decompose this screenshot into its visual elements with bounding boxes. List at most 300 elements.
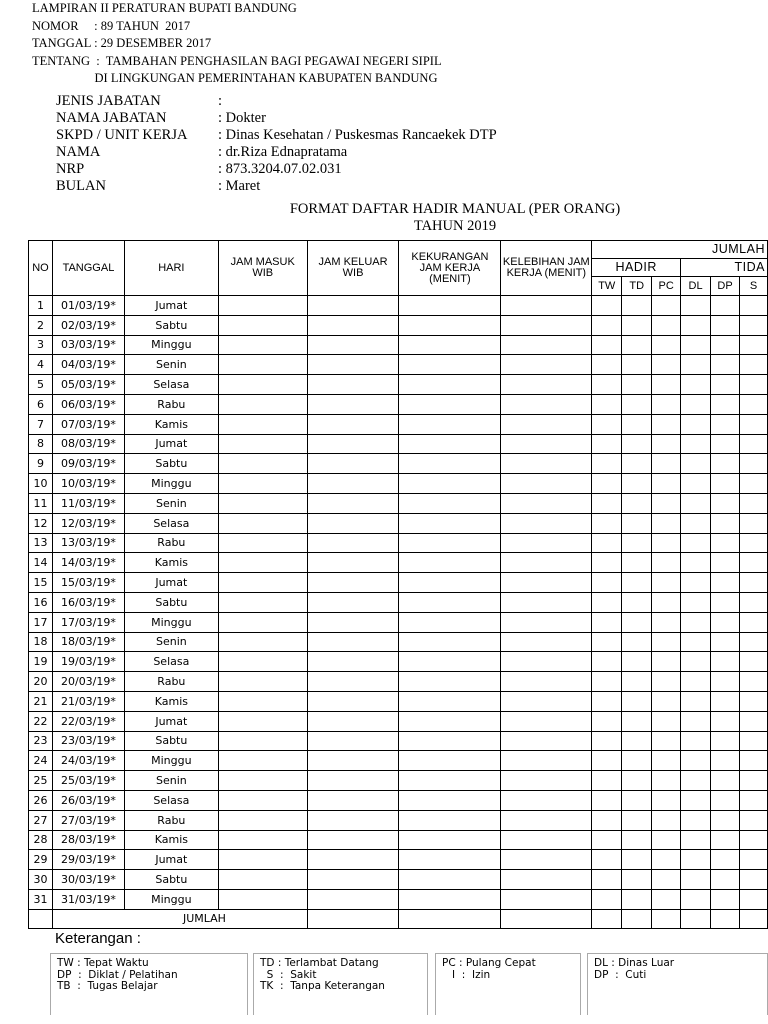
empty-cell[interactable] (681, 355, 711, 375)
empty-cell[interactable] (592, 355, 622, 375)
empty-cell[interactable] (652, 315, 681, 335)
empty-cell[interactable] (307, 296, 399, 316)
empty-cell[interactable] (652, 711, 681, 731)
empty-cell[interactable] (652, 414, 681, 434)
empty-cell[interactable] (218, 553, 307, 573)
empty-cell[interactable] (592, 394, 622, 414)
empty-cell[interactable] (501, 493, 592, 513)
empty-cell[interactable] (307, 731, 399, 751)
empty-cell[interactable] (399, 493, 501, 513)
empty-cell[interactable] (622, 672, 652, 692)
empty-cell[interactable] (681, 652, 711, 672)
empty-cell[interactable] (681, 751, 711, 771)
empty-cell[interactable] (711, 592, 740, 612)
empty-cell[interactable] (399, 652, 501, 672)
empty-cell[interactable] (740, 889, 768, 909)
empty-cell[interactable] (307, 830, 399, 850)
empty-cell[interactable] (218, 375, 307, 395)
empty-cell[interactable] (592, 691, 622, 711)
empty-cell[interactable] (652, 612, 681, 632)
empty-cell[interactable] (711, 711, 740, 731)
empty-cell[interactable] (501, 315, 592, 335)
empty-cell[interactable] (711, 632, 740, 652)
empty-cell[interactable] (740, 652, 768, 672)
empty-cell[interactable] (307, 889, 399, 909)
empty-cell[interactable] (622, 790, 652, 810)
empty-cell[interactable] (681, 771, 711, 791)
empty-cell[interactable] (399, 592, 501, 612)
empty-cell[interactable] (652, 513, 681, 533)
empty-cell[interactable] (622, 731, 652, 751)
empty-cell[interactable] (307, 454, 399, 474)
empty-cell[interactable] (740, 474, 768, 494)
empty-cell[interactable] (218, 414, 307, 434)
empty-cell[interactable] (218, 612, 307, 632)
empty-cell[interactable] (592, 533, 622, 553)
empty-cell[interactable] (711, 850, 740, 870)
empty-cell[interactable] (307, 375, 399, 395)
empty-cell[interactable] (218, 474, 307, 494)
empty-cell[interactable] (622, 434, 652, 454)
empty-cell[interactable] (740, 830, 768, 850)
empty-cell[interactable] (740, 335, 768, 355)
empty-cell[interactable] (740, 691, 768, 711)
empty-cell[interactable] (307, 414, 399, 434)
empty-cell[interactable] (501, 474, 592, 494)
jumlah-cell[interactable] (622, 909, 652, 928)
jumlah-cell[interactable] (592, 909, 622, 928)
empty-cell[interactable] (711, 375, 740, 395)
empty-cell[interactable] (652, 771, 681, 791)
empty-cell[interactable] (681, 335, 711, 355)
empty-cell[interactable] (622, 592, 652, 612)
empty-cell[interactable] (218, 315, 307, 335)
empty-cell[interactable] (501, 454, 592, 474)
empty-cell[interactable] (501, 513, 592, 533)
jumlah-cell[interactable] (652, 909, 681, 928)
empty-cell[interactable] (681, 454, 711, 474)
empty-cell[interactable] (681, 850, 711, 870)
empty-cell[interactable] (592, 434, 622, 454)
empty-cell[interactable] (592, 296, 622, 316)
empty-cell[interactable] (399, 454, 501, 474)
empty-cell[interactable] (218, 592, 307, 612)
empty-cell[interactable] (399, 810, 501, 830)
empty-cell[interactable] (740, 711, 768, 731)
empty-cell[interactable] (592, 335, 622, 355)
empty-cell[interactable] (592, 592, 622, 612)
empty-cell[interactable] (711, 513, 740, 533)
empty-cell[interactable] (622, 454, 652, 474)
empty-cell[interactable] (652, 394, 681, 414)
empty-cell[interactable] (622, 612, 652, 632)
empty-cell[interactable] (652, 889, 681, 909)
empty-cell[interactable] (399, 691, 501, 711)
empty-cell[interactable] (652, 652, 681, 672)
jumlah-cell[interactable] (681, 909, 711, 928)
empty-cell[interactable] (681, 691, 711, 711)
empty-cell[interactable] (592, 870, 622, 890)
empty-cell[interactable] (740, 296, 768, 316)
empty-cell[interactable] (307, 513, 399, 533)
empty-cell[interactable] (218, 335, 307, 355)
empty-cell[interactable] (399, 612, 501, 632)
empty-cell[interactable] (652, 573, 681, 593)
empty-cell[interactable] (501, 612, 592, 632)
empty-cell[interactable] (592, 790, 622, 810)
empty-cell[interactable] (592, 731, 622, 751)
empty-cell[interactable] (711, 771, 740, 791)
jumlah-cell[interactable] (740, 909, 768, 928)
empty-cell[interactable] (399, 394, 501, 414)
empty-cell[interactable] (681, 731, 711, 751)
empty-cell[interactable] (681, 612, 711, 632)
empty-cell[interactable] (218, 434, 307, 454)
empty-cell[interactable] (592, 513, 622, 533)
empty-cell[interactable] (711, 731, 740, 751)
empty-cell[interactable] (740, 355, 768, 375)
empty-cell[interactable] (501, 573, 592, 593)
empty-cell[interactable] (652, 454, 681, 474)
empty-cell[interactable] (501, 355, 592, 375)
empty-cell[interactable] (681, 672, 711, 692)
empty-cell[interactable] (711, 612, 740, 632)
empty-cell[interactable] (711, 573, 740, 593)
empty-cell[interactable] (681, 870, 711, 890)
empty-cell[interactable] (307, 573, 399, 593)
empty-cell[interactable] (501, 533, 592, 553)
empty-cell[interactable] (740, 751, 768, 771)
empty-cell[interactable] (592, 612, 622, 632)
jumlah-cell[interactable] (307, 909, 399, 928)
empty-cell[interactable] (711, 810, 740, 830)
empty-cell[interactable] (501, 850, 592, 870)
empty-cell[interactable] (307, 711, 399, 731)
empty-cell[interactable] (307, 632, 399, 652)
empty-cell[interactable] (399, 711, 501, 731)
empty-cell[interactable] (399, 870, 501, 890)
empty-cell[interactable] (218, 296, 307, 316)
empty-cell[interactable] (218, 573, 307, 593)
empty-cell[interactable] (622, 691, 652, 711)
empty-cell[interactable] (622, 315, 652, 335)
empty-cell[interactable] (218, 652, 307, 672)
empty-cell[interactable] (740, 870, 768, 890)
empty-cell[interactable] (622, 810, 652, 830)
empty-cell[interactable] (592, 889, 622, 909)
empty-cell[interactable] (622, 414, 652, 434)
empty-cell[interactable] (307, 434, 399, 454)
empty-cell[interactable] (592, 850, 622, 870)
empty-cell[interactable] (218, 632, 307, 652)
empty-cell[interactable] (681, 711, 711, 731)
empty-cell[interactable] (218, 355, 307, 375)
empty-cell[interactable] (622, 652, 652, 672)
jumlah-cell[interactable] (711, 909, 740, 928)
empty-cell[interactable] (399, 533, 501, 553)
empty-cell[interactable] (307, 493, 399, 513)
empty-cell[interactable] (711, 315, 740, 335)
empty-cell[interactable] (740, 315, 768, 335)
empty-cell[interactable] (652, 355, 681, 375)
empty-cell[interactable] (307, 394, 399, 414)
empty-cell[interactable] (681, 375, 711, 395)
empty-cell[interactable] (740, 454, 768, 474)
jumlah-cell[interactable] (399, 909, 501, 928)
empty-cell[interactable] (399, 474, 501, 494)
empty-cell[interactable] (652, 672, 681, 692)
empty-cell[interactable] (399, 751, 501, 771)
empty-cell[interactable] (592, 474, 622, 494)
empty-cell[interactable] (652, 830, 681, 850)
empty-cell[interactable] (218, 731, 307, 751)
empty-cell[interactable] (307, 335, 399, 355)
empty-cell[interactable] (501, 672, 592, 692)
empty-cell[interactable] (681, 592, 711, 612)
empty-cell[interactable] (592, 454, 622, 474)
jumlah-cell[interactable] (501, 909, 592, 928)
empty-cell[interactable] (399, 672, 501, 692)
empty-cell[interactable] (399, 414, 501, 434)
empty-cell[interactable] (501, 830, 592, 850)
empty-cell[interactable] (622, 375, 652, 395)
empty-cell[interactable] (622, 513, 652, 533)
empty-cell[interactable] (652, 850, 681, 870)
empty-cell[interactable] (622, 573, 652, 593)
empty-cell[interactable] (501, 414, 592, 434)
empty-cell[interactable] (501, 889, 592, 909)
empty-cell[interactable] (592, 632, 622, 652)
empty-cell[interactable] (218, 672, 307, 692)
empty-cell[interactable] (622, 870, 652, 890)
empty-cell[interactable] (622, 889, 652, 909)
empty-cell[interactable] (307, 474, 399, 494)
empty-cell[interactable] (711, 751, 740, 771)
empty-cell[interactable] (501, 691, 592, 711)
empty-cell[interactable] (681, 434, 711, 454)
empty-cell[interactable] (399, 850, 501, 870)
empty-cell[interactable] (501, 553, 592, 573)
empty-cell[interactable] (218, 790, 307, 810)
empty-cell[interactable] (501, 870, 592, 890)
empty-cell[interactable] (218, 771, 307, 791)
empty-cell[interactable] (501, 790, 592, 810)
empty-cell[interactable] (592, 375, 622, 395)
empty-cell[interactable] (307, 315, 399, 335)
empty-cell[interactable] (399, 513, 501, 533)
empty-cell[interactable] (501, 375, 592, 395)
empty-cell[interactable] (307, 533, 399, 553)
empty-cell[interactable] (681, 533, 711, 553)
empty-cell[interactable] (501, 632, 592, 652)
empty-cell[interactable] (622, 830, 652, 850)
empty-cell[interactable] (740, 533, 768, 553)
empty-cell[interactable] (740, 434, 768, 454)
empty-cell[interactable] (307, 751, 399, 771)
empty-cell[interactable] (501, 810, 592, 830)
empty-cell[interactable] (501, 335, 592, 355)
empty-cell[interactable] (218, 810, 307, 830)
empty-cell[interactable] (740, 632, 768, 652)
empty-cell[interactable] (622, 850, 652, 870)
empty-cell[interactable] (711, 691, 740, 711)
empty-cell[interactable] (652, 533, 681, 553)
empty-cell[interactable] (399, 889, 501, 909)
empty-cell[interactable] (307, 612, 399, 632)
empty-cell[interactable] (711, 533, 740, 553)
empty-cell[interactable] (399, 315, 501, 335)
empty-cell[interactable] (622, 355, 652, 375)
empty-cell[interactable] (652, 731, 681, 751)
empty-cell[interactable] (592, 414, 622, 434)
empty-cell[interactable] (399, 790, 501, 810)
empty-cell[interactable] (399, 375, 501, 395)
empty-cell[interactable] (622, 493, 652, 513)
empty-cell[interactable] (592, 711, 622, 731)
empty-cell[interactable] (711, 870, 740, 890)
empty-cell[interactable] (652, 592, 681, 612)
empty-cell[interactable] (711, 553, 740, 573)
empty-cell[interactable] (622, 751, 652, 771)
empty-cell[interactable] (740, 553, 768, 573)
empty-cell[interactable] (622, 711, 652, 731)
empty-cell[interactable] (399, 573, 501, 593)
empty-cell[interactable] (622, 296, 652, 316)
empty-cell[interactable] (711, 493, 740, 513)
empty-cell[interactable] (501, 394, 592, 414)
empty-cell[interactable] (652, 691, 681, 711)
empty-cell[interactable] (740, 790, 768, 810)
empty-cell[interactable] (592, 751, 622, 771)
empty-cell[interactable] (711, 394, 740, 414)
empty-cell[interactable] (399, 434, 501, 454)
empty-cell[interactable] (307, 592, 399, 612)
empty-cell[interactable] (681, 790, 711, 810)
empty-cell[interactable] (740, 414, 768, 434)
empty-cell[interactable] (592, 652, 622, 672)
empty-cell[interactable] (622, 771, 652, 791)
empty-cell[interactable] (307, 850, 399, 870)
empty-cell[interactable] (711, 355, 740, 375)
empty-cell[interactable] (501, 771, 592, 791)
empty-cell[interactable] (592, 810, 622, 830)
empty-cell[interactable] (740, 375, 768, 395)
empty-cell[interactable] (307, 790, 399, 810)
empty-cell[interactable] (218, 454, 307, 474)
empty-cell[interactable] (218, 830, 307, 850)
empty-cell[interactable] (399, 355, 501, 375)
empty-cell[interactable] (501, 296, 592, 316)
empty-cell[interactable] (218, 850, 307, 870)
empty-cell[interactable] (711, 830, 740, 850)
empty-cell[interactable] (622, 474, 652, 494)
empty-cell[interactable] (218, 394, 307, 414)
empty-cell[interactable] (681, 394, 711, 414)
empty-cell[interactable] (399, 335, 501, 355)
empty-cell[interactable] (652, 375, 681, 395)
empty-cell[interactable] (399, 830, 501, 850)
empty-cell[interactable] (681, 889, 711, 909)
empty-cell[interactable] (681, 553, 711, 573)
empty-cell[interactable] (218, 751, 307, 771)
empty-cell[interactable] (218, 691, 307, 711)
empty-cell[interactable] (399, 296, 501, 316)
empty-cell[interactable] (399, 553, 501, 573)
empty-cell[interactable] (307, 771, 399, 791)
empty-cell[interactable] (592, 771, 622, 791)
empty-cell[interactable] (592, 553, 622, 573)
empty-cell[interactable] (681, 573, 711, 593)
empty-cell[interactable] (681, 296, 711, 316)
empty-cell[interactable] (652, 870, 681, 890)
empty-cell[interactable] (681, 632, 711, 652)
empty-cell[interactable] (711, 335, 740, 355)
empty-cell[interactable] (711, 296, 740, 316)
empty-cell[interactable] (681, 810, 711, 830)
empty-cell[interactable] (501, 711, 592, 731)
empty-cell[interactable] (681, 493, 711, 513)
empty-cell[interactable] (740, 731, 768, 751)
empty-cell[interactable] (711, 434, 740, 454)
empty-cell[interactable] (307, 691, 399, 711)
empty-cell[interactable] (501, 751, 592, 771)
empty-cell[interactable] (711, 652, 740, 672)
empty-cell[interactable] (652, 790, 681, 810)
empty-cell[interactable] (622, 394, 652, 414)
empty-cell[interactable] (652, 296, 681, 316)
empty-cell[interactable] (592, 830, 622, 850)
empty-cell[interactable] (218, 513, 307, 533)
empty-cell[interactable] (399, 731, 501, 751)
empty-cell[interactable] (501, 731, 592, 751)
empty-cell[interactable] (592, 573, 622, 593)
empty-cell[interactable] (652, 493, 681, 513)
empty-cell[interactable] (399, 771, 501, 791)
empty-cell[interactable] (740, 850, 768, 870)
empty-cell[interactable] (218, 533, 307, 553)
empty-cell[interactable] (740, 810, 768, 830)
empty-cell[interactable] (740, 394, 768, 414)
empty-cell[interactable] (218, 889, 307, 909)
empty-cell[interactable] (592, 672, 622, 692)
empty-cell[interactable] (307, 870, 399, 890)
empty-cell[interactable] (307, 810, 399, 830)
empty-cell[interactable] (740, 513, 768, 533)
empty-cell[interactable] (652, 335, 681, 355)
empty-cell[interactable] (711, 672, 740, 692)
empty-cell[interactable] (652, 474, 681, 494)
empty-cell[interactable] (218, 493, 307, 513)
empty-cell[interactable] (652, 434, 681, 454)
empty-cell[interactable] (501, 652, 592, 672)
empty-cell[interactable] (622, 335, 652, 355)
empty-cell[interactable] (740, 592, 768, 612)
empty-cell[interactable] (501, 592, 592, 612)
empty-cell[interactable] (681, 414, 711, 434)
empty-cell[interactable] (399, 632, 501, 652)
empty-cell[interactable] (652, 810, 681, 830)
empty-cell[interactable] (711, 889, 740, 909)
empty-cell[interactable] (711, 474, 740, 494)
empty-cell[interactable] (592, 315, 622, 335)
empty-cell[interactable] (681, 315, 711, 335)
empty-cell[interactable] (307, 553, 399, 573)
empty-cell[interactable] (307, 652, 399, 672)
empty-cell[interactable] (592, 493, 622, 513)
empty-cell[interactable] (711, 454, 740, 474)
empty-cell[interactable] (218, 870, 307, 890)
empty-cell[interactable] (652, 553, 681, 573)
